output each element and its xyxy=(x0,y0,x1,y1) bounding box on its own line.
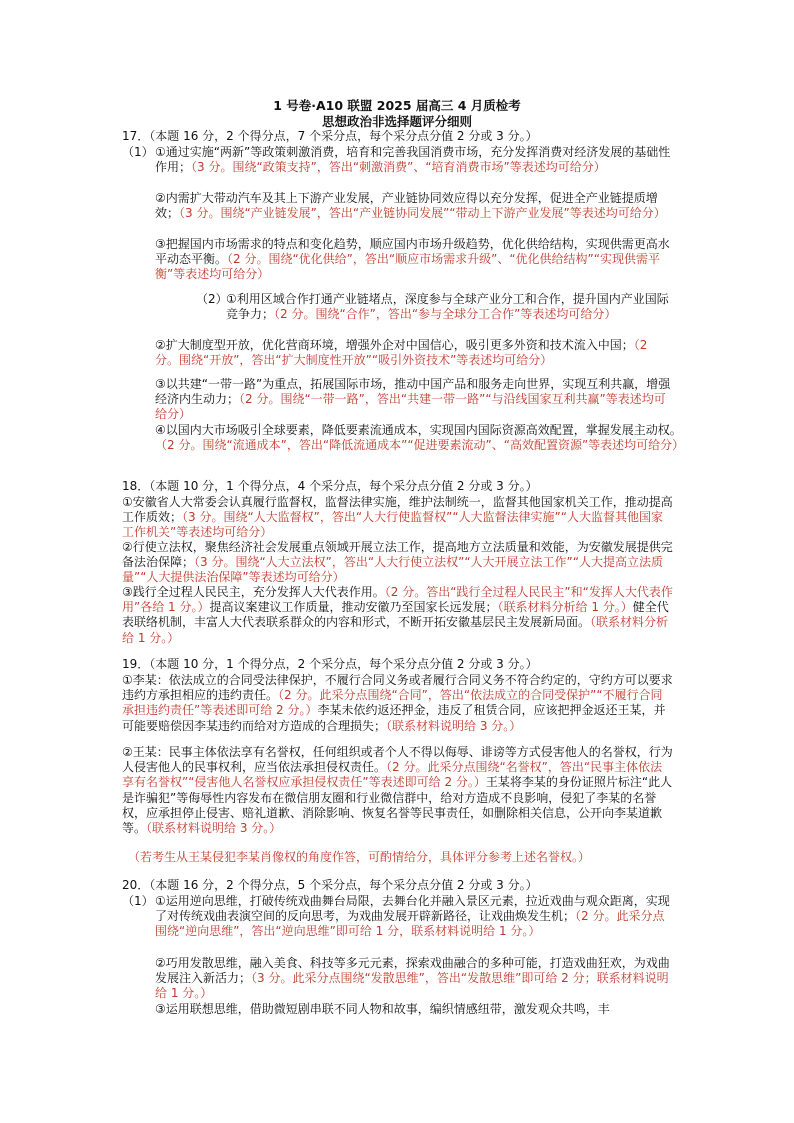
q17-p2-item3-text: ③以共建“一带一路”为重点，拓展国际市场，推动中国产品和服务走向世界，实现互利共赢，增强经济内生动力； xyxy=(155,377,671,407)
q17-p2-item1-note: （2 分。围绕“合作”，答出“参与全球分工合作”等表述均可给分） xyxy=(274,307,617,322)
q18-item1 xyxy=(122,495,673,541)
q19-item1-note: （2 分。此采分点围绕“合同”，答出“依法成立的合同受保护”“不履行合同承担违约责任”等表述即可给 2 分。） xyxy=(122,688,663,718)
q17-part1-label: （1） xyxy=(122,145,154,159)
q17-part2-label: （2） xyxy=(196,292,228,306)
q20-item2-text: ②巧用发散思维，融入美食、科技等多元元素，探索戏曲融合的多种可能，打造戏曲狂欢，为戏曲发展注入新活力； xyxy=(155,956,670,986)
q18-item3 xyxy=(122,585,673,646)
q17-p1-item2-note: （3 分。围绕“产业链发展”，答出“产业链协同发展”“带动上下游产业发展”等表述均可给分） xyxy=(179,206,666,221)
q17-p1-item3 xyxy=(155,237,673,283)
q18-item2 xyxy=(122,540,673,586)
q17-p2-item2-text: ②扩大制度型开放，优化营商环境，增强外企对中国信心，吸引更多外资和技术流入中国； xyxy=(155,338,634,352)
q17-p1-item3-text: ③把握国内市场需求的特点和变化趋势，顺应国内市场升级趋势，优化供给结构，实现供需更高水平动态平衡。 xyxy=(155,237,670,267)
q18-item3-note3: （联系材料分析给 1 分。） xyxy=(122,615,669,645)
q19-item2-text: ②王某：民事主体依法享有名誉权，任何组织或者个人不得以侮辱、诽谤等方式侵害他人的名誉权，行为人侵害他人的民事权利，应当依法承担侵权责任。 xyxy=(122,745,673,775)
q17-p2-item4 xyxy=(155,423,690,453)
q18-item3-note1: （2 分。答出“践行全过程人民民主”和“发挥人大代表作用”各给 1 分。） xyxy=(122,585,673,615)
q19-item1-text2: 李某未依约返还押金，违反了租赁合同，应该把押金返还王某，并可能要赔偿因李某违约而给对方造成的合理损失； xyxy=(122,703,666,733)
q20-header: 20．（本题 16 分，2 个得分点，5 个采分点，每个采分点分值 2 分或 3 分。） xyxy=(122,878,538,892)
q20-item2-note: （3 分。此采分点围绕“发散思维”，答出“发散思维”即可给 2 分；联系材料说明给 1 分。） xyxy=(155,971,669,1001)
q18-item3-note2: （联系材料分析给 1 分。） xyxy=(497,600,633,615)
q19-item2-note2: （联系材料说明给 3 分。） xyxy=(146,821,282,836)
document-subtitle: 思想政治非选择题评分细则 xyxy=(321,114,472,129)
q19-item2-note: （2 分。此采分点围绕“名誉权”，答出“民事主体依法享有名誉权”“侵害他人名誉权应承担侵权责任”等表述即可给 2 分。） xyxy=(122,760,663,790)
q17-header: 17．（本题 16 分，2 个得分点，7 个采分点，每个采分点分值 2 分或 3 分。） xyxy=(122,129,538,143)
q20-part1-label: （1） xyxy=(122,894,154,908)
q20-item1-text: ①运用逆向思维，打破传统戏曲舞台局限，去舞台化并融入景区元素，拉近戏曲与观众距离，实现了对传统戏曲表演空间的反向思考，为戏曲发展开辟新路径，让戏曲焕发生机； xyxy=(155,894,670,924)
q17-p2-item1 xyxy=(226,292,678,322)
q17-p2-item3 xyxy=(155,377,673,423)
q20-item1-note: （2 分。此采分点围绕“逆向思维”，答出“逆向思维”即可给 1 分，联系材料说明给 1 分。） xyxy=(155,909,665,939)
q18-item3-text2: 提高议案建议工作质量，推动安徽乃至国家长远发展； xyxy=(209,600,498,615)
q17-p1-item1-text: ①通过实施“两新”等政策刺激消费，培育和完善我国消费市场，充分发挥消费对经济发展的基础性作用； xyxy=(155,145,671,175)
q20-item1 xyxy=(155,894,673,940)
q19-item1-text: ①李某：依法成立的合同受法律保护，不履行合同义务或者履行合同义务不符合约定的，守约方可以要求违约方承担相应的违约责任。 xyxy=(122,673,673,703)
q17-p2-item4-text: ④以国内大市场吸引全球要素，降低要素流通成本，实现国内国际资源高效配置，掌握发展主动权。 xyxy=(155,423,682,437)
q18-header: 18．（本题 10 分，1 个得分点，4 个采分点，每个采分点分值 2 分或 3 分。） xyxy=(122,479,538,493)
q18-item2-text: ②行使立法权，聚焦经济社会发展重点领域开展立法工作，提高地方立法质量和效能，为安徽发展提供完备法治保障； xyxy=(122,540,673,570)
document-title: 1 号卷·A10 联盟 2025 届高三 4 月质检考 xyxy=(273,98,521,113)
q19-item2 xyxy=(122,745,673,836)
q20-item3-text: ③运用联想思维，借助微短剧串联不同人物和故事，编织情感纽带，激发观众共鸣，丰 xyxy=(155,1002,610,1016)
q17-p2-item4-note: （2 分。围绕“流通成本”，答出“降低流通成本”“促进要素流动”、“高效配置资源”等表述均可给分） xyxy=(155,438,685,453)
q17-p2-item1-text: ①利用区域合作打通产业链堵点，深度参与全球产业分工和合作，提升国内产业国际竞争力； xyxy=(226,292,669,322)
q17-p1-item1 xyxy=(155,145,673,175)
q20-item3 xyxy=(155,1002,673,1017)
q17-p1-item3-note: （2 分。围绕“优化供给”，答出“顺应市场需求升级”、“优化供给结构”“实现供需平衡”等表述均可给分） xyxy=(155,252,660,282)
q17-p1-item2 xyxy=(155,191,673,221)
q20-item2 xyxy=(155,956,673,1002)
q18-item1-text: ①安徽省人大常委会认真履行监督权，监督法律实施，维护法制统一，监督其他国家机关工作，推动提高工作质效； xyxy=(122,495,673,525)
q19-item1-note2: （联系材料说明给 3 分。） xyxy=(386,718,522,733)
q19-extra-note: （若考生从王某侵犯李某肖像权的角度作答，可酌情给分，具体评分参考上述名誉权。） xyxy=(128,850,591,864)
q17-p1-item1-note: （3 分。围绕“政策支持”，答出“刺激消费”、“培育消费市场”等表述均可给分） xyxy=(191,160,606,175)
q19-item1 xyxy=(122,673,673,734)
q18-item2-note: （3 分。围绕“人大立法权”，答出“人大行使立法权”“人大开展立法工作”“人大提高立法质量”“人大提供法治保障”等表述均可给分） xyxy=(122,555,663,585)
q17-p2-item2-note: （2 分。围绕“开放”，答出“扩大制度性开放”“吸引外资技术”等表述均可给分） xyxy=(155,338,648,368)
q17-p2-item2 xyxy=(155,338,673,368)
q17-p1-item2-text: ②内需扩大带动汽车及其上下游产业发展，产业链协同效应得以充分发挥，促进全产业链提质增效； xyxy=(155,191,658,221)
q18-item3-text3: 健全代表联络机制，丰富人大代表联系群众的内容和形式，不断开拓安徽基层民主发展新局面。 xyxy=(122,600,669,630)
q19-header: 19．（本题 10 分，1 个得分点，2 个采分点，每个采分点分值 2 分或 3 分。） xyxy=(122,657,538,671)
q17-p2-item3-note: （2 分。围绕“一带一路”，答出“共建一带一路”“与沿线国家互利共赢”等表述均可给分） xyxy=(155,392,666,422)
q18-item1-note: （3 分。围绕“人大监督权”，答出“人大行使监督权”“人大监督法律实施”“人大监督其他国家工作机关”等表述均可给分） xyxy=(122,510,663,540)
q19-item2-text2: 王某将李某的身份证照片标注“此人是诈骗犯”等侮辱性内容发布在微信朋友圈和行业微信群中，给对方造成不良影响，侵犯了李某的名誉权，应承担停止侵害、赔礼道歉、消除影响、恢复名誉等民事责任，如删除相关信息，公开向李某道歉等。 xyxy=(122,775,673,836)
q18-item3-text: ③践行全过程人民民主，充分发挥人大代表作用。 xyxy=(122,585,385,599)
